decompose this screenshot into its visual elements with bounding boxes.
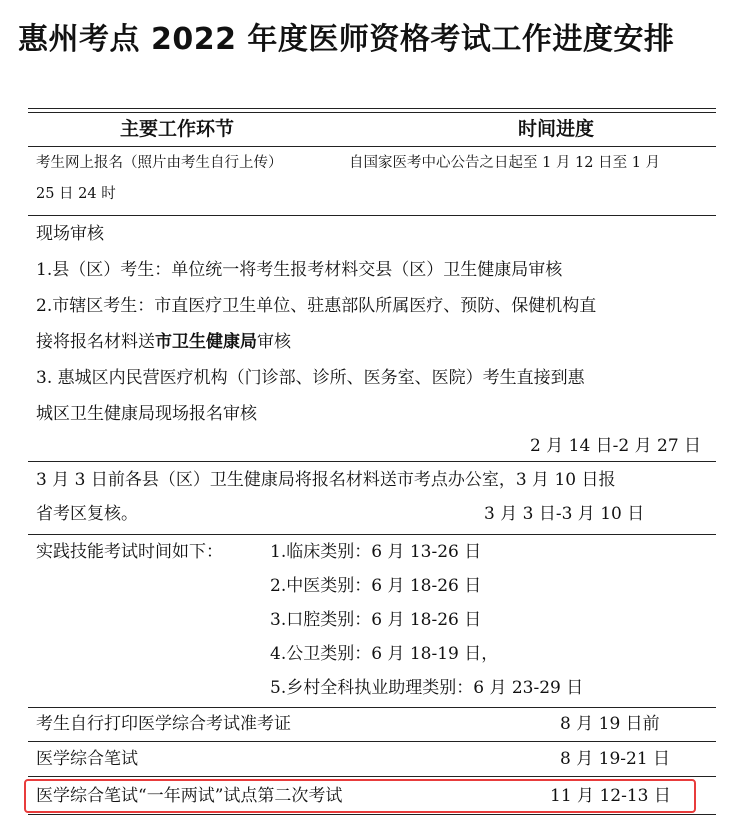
submit-materials-line1: 3 月 3 日前各县（区）卫生健康局将报名材料送市考点办公室，3 月 10 日报 [36, 470, 616, 490]
practical-exam-intro: 实践技能考试时间如下： [36, 542, 223, 562]
table-bottom-rule [28, 814, 716, 815]
submit-materials-line2: 省考区复核。 [36, 504, 138, 524]
row-rule [28, 707, 716, 708]
table-row-onsite-review [28, 219, 716, 459]
onsite-city-bold-bureau: 市卫生健康局 [155, 332, 257, 352]
second-exam-step: 医学综合笔试“一年两试”试点第二次考试 [36, 786, 343, 806]
header-rule [28, 146, 716, 147]
print-ticket-time: 8 月 19 日前 [560, 714, 660, 734]
document-title: 惠州考点 2022 年度医师资格考试工作进度安排 [18, 22, 675, 57]
onsite-review-item-city-line1: 2.市辖区考生：市直医疗卫生单位、驻惠部队所属医疗、预防、保健机构直 [36, 296, 597, 316]
online-registration-step: 考生网上报名（照片由考生自行上传） [36, 155, 283, 171]
onsite-city-text-c: 审核 [257, 332, 291, 352]
practical-exam-item: 2.中医类别：6 月 18-26 日 [270, 576, 482, 596]
table-row-print-ticket [28, 709, 716, 741]
table-row-submit-materials [28, 465, 716, 531]
onsite-city-text-a: 接将报名材料送 [36, 332, 155, 352]
submit-materials-time: 3 月 3 日-3 月 10 日 [484, 504, 645, 524]
table-row-online-registration [28, 149, 716, 211]
row-rule [28, 534, 716, 535]
practical-exam-item: 3.口腔类别：6 月 18-26 日 [270, 610, 482, 630]
print-ticket-step: 考生自行打印医学综合考试准考证 [36, 714, 291, 734]
onsite-review-item-private-line2: 城区卫生健康局现场报名审核 [36, 404, 257, 424]
table-top-rule [28, 108, 716, 113]
onsite-review-heading: 现场审核 [36, 224, 104, 244]
practical-exam-item: 4.公卫类别：6 月 18-19 日， [270, 644, 499, 664]
row-rule [28, 741, 716, 742]
onsite-review-item-city-line2 [36, 327, 291, 357]
row-rule [28, 215, 716, 216]
practical-exam-item: 5.乡村全科执业助理类别：6 月 23-29 日 [270, 678, 584, 698]
second-exam-time: 11 月 12-13 日 [550, 786, 671, 806]
table-row-written-exam [28, 744, 716, 776]
highlight-box [24, 779, 696, 813]
table-header-row [28, 116, 716, 144]
column-header-step: 主要工作环节 [120, 118, 235, 140]
practical-exam-item: 1.临床类别：6 月 13-26 日 [270, 542, 482, 562]
online-registration-time-line2: 25 日 24 时 [36, 186, 116, 202]
onsite-review-time: 2 月 14 日-2 月 27 日 [530, 436, 702, 456]
column-header-time: 时间进度 [518, 118, 595, 140]
written-exam-step: 医学综合笔试 [36, 749, 138, 769]
written-exam-time: 8 月 19-21 日 [560, 749, 671, 769]
onsite-review-item-private-line1: 3. 惠城区内民营医疗机构（门诊部、诊所、医务室、医院）考生直接到惠 [36, 368, 585, 388]
online-registration-time-line1: 自国家医考中心公告之日起至 1 月 12 日至 1 月 [349, 155, 661, 171]
onsite-review-item-county: 1.县（区）考生：单位统一将考生报考材料交县（区）卫生健康局审核 [36, 260, 563, 280]
table-row-practical-exam [28, 537, 716, 705]
row-rule [28, 776, 716, 777]
row-rule [28, 461, 716, 462]
